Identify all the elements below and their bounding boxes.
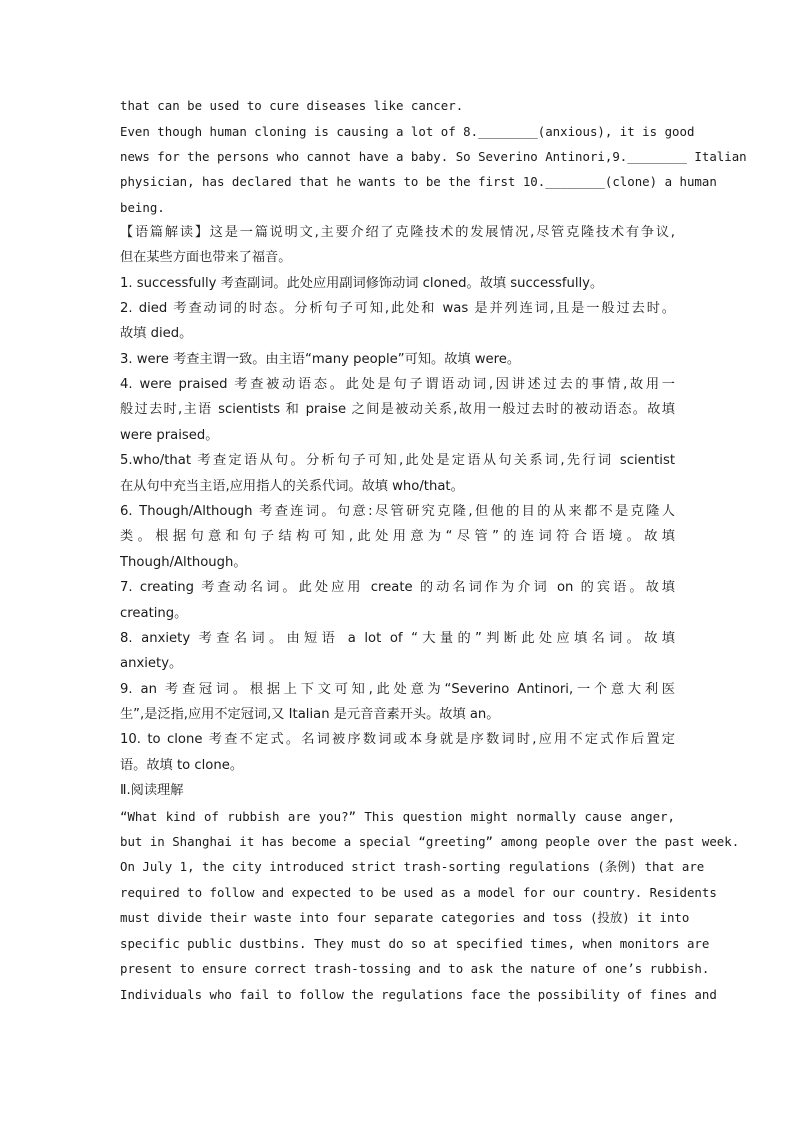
- section-heading: Ⅱ.阅读理解: [120, 783, 184, 798]
- text-line: being.: [120, 200, 165, 215]
- text-line: anxiety。: [120, 656, 183, 671]
- answer-2: 2. died 考查动词的时态。分析句子可知,此处和 was 是并列连词,且是一般过去时。: [120, 301, 675, 316]
- text-line: 【语篇解读】这是一篇说明文,主要介绍了克隆技术的发展情况,尽管克隆技术有争议,: [120, 225, 675, 240]
- answer-8: 8. anxiety 考查名词。由短语 a lot of “大量的”判断此处应填名词。故填: [120, 631, 675, 646]
- text-line: Though/Although。: [120, 555, 247, 570]
- text-line: must divide their waste into four separate categories and toss (投放) it into: [120, 910, 690, 925]
- text-line: 但在某些方面也带来了福音。: [120, 250, 292, 265]
- answer-6: 6. Though/Although 考查连词。句意:尽管研究克隆,但他的目的从来都不是克隆人: [120, 504, 675, 519]
- answer-1: 1. successfully 考查副词。此处应用副词修饰动词 cloned。故填 successfully。: [120, 276, 604, 291]
- text-line: “What kind of rubbish are you?” This question might normally cause anger,: [120, 809, 675, 824]
- text-line: that can be used to cure diseases like cancer.: [120, 98, 464, 113]
- answer-5: 5.who/that 考查定语从句。分析句子可知,此处是定语从句关系词,先行词 scientist: [120, 453, 675, 468]
- text-line: physician, has declared that he wants to be the first 10.________(clone) a human: [120, 174, 717, 189]
- answer-10: 10. to clone 考查不定式。名词被序数词或本身就是序数词时,应用不定式作后置定: [120, 732, 675, 747]
- text-line: 在从句中充当主语,应用指人的关系代词。故填 who/that。: [120, 479, 464, 494]
- answer-3: 3. were 考查主谓一致。由主语“many people”可知。故填 were。: [120, 352, 521, 367]
- text-line: Individuals who fail to follow the regulations face the possibility of fines and: [120, 987, 717, 1002]
- answer-4: 4. were praised 考查被动语态。此处是句子谓语动词,因讲述过去的事情,故用一: [120, 377, 675, 392]
- text-line: were praised。: [120, 428, 219, 443]
- text-line: 故填 died。: [120, 326, 193, 341]
- text-line: required to follow and expected to be used as a model for our country. Residents: [120, 885, 717, 900]
- text-line: 语。故填 to clone。: [120, 758, 244, 773]
- text-line: specific public dustbins. They must do so at specified times, when monitors are: [120, 936, 710, 951]
- answer-9: 9. an 考查冠词。根据上下文可知,此处意为“Severino Antinori,一个意大利医: [120, 682, 675, 697]
- text-line: 生”,是泛指,应用不定冠词,又 Italian 是元音音素开头。故填 an。: [120, 707, 500, 722]
- text-line: Even though human cloning is causing a lot of 8.________(anxious), it is good: [120, 124, 695, 139]
- text-line: 般过去时,主语 scientists 和 praise 之间是被动关系,故用一般过去时的被动语态。故填: [120, 402, 675, 417]
- text-line: creating。: [120, 606, 188, 621]
- text-line: present to ensure correct trash-tossing and to ask the nature of one’s rubbish.: [120, 961, 710, 976]
- answer-7: 7. creating 考查动名词。此处应用 create 的动名词作为介词 on 的宾语。故填: [120, 580, 675, 595]
- text-line: 类。根据句意和句子结构可知,此处用意为“尽管”的连词符合语境。故填: [120, 529, 675, 544]
- text-line: but in Shanghai it has become a special “greeting” among people over the past week.: [120, 834, 740, 849]
- text-line: On July 1, the city introduced strict trash-sorting regulations (条例) that are: [120, 859, 705, 874]
- text-line: news for the persons who cannot have a baby. So Severino Antinori,9.________ Italian: [120, 149, 747, 164]
